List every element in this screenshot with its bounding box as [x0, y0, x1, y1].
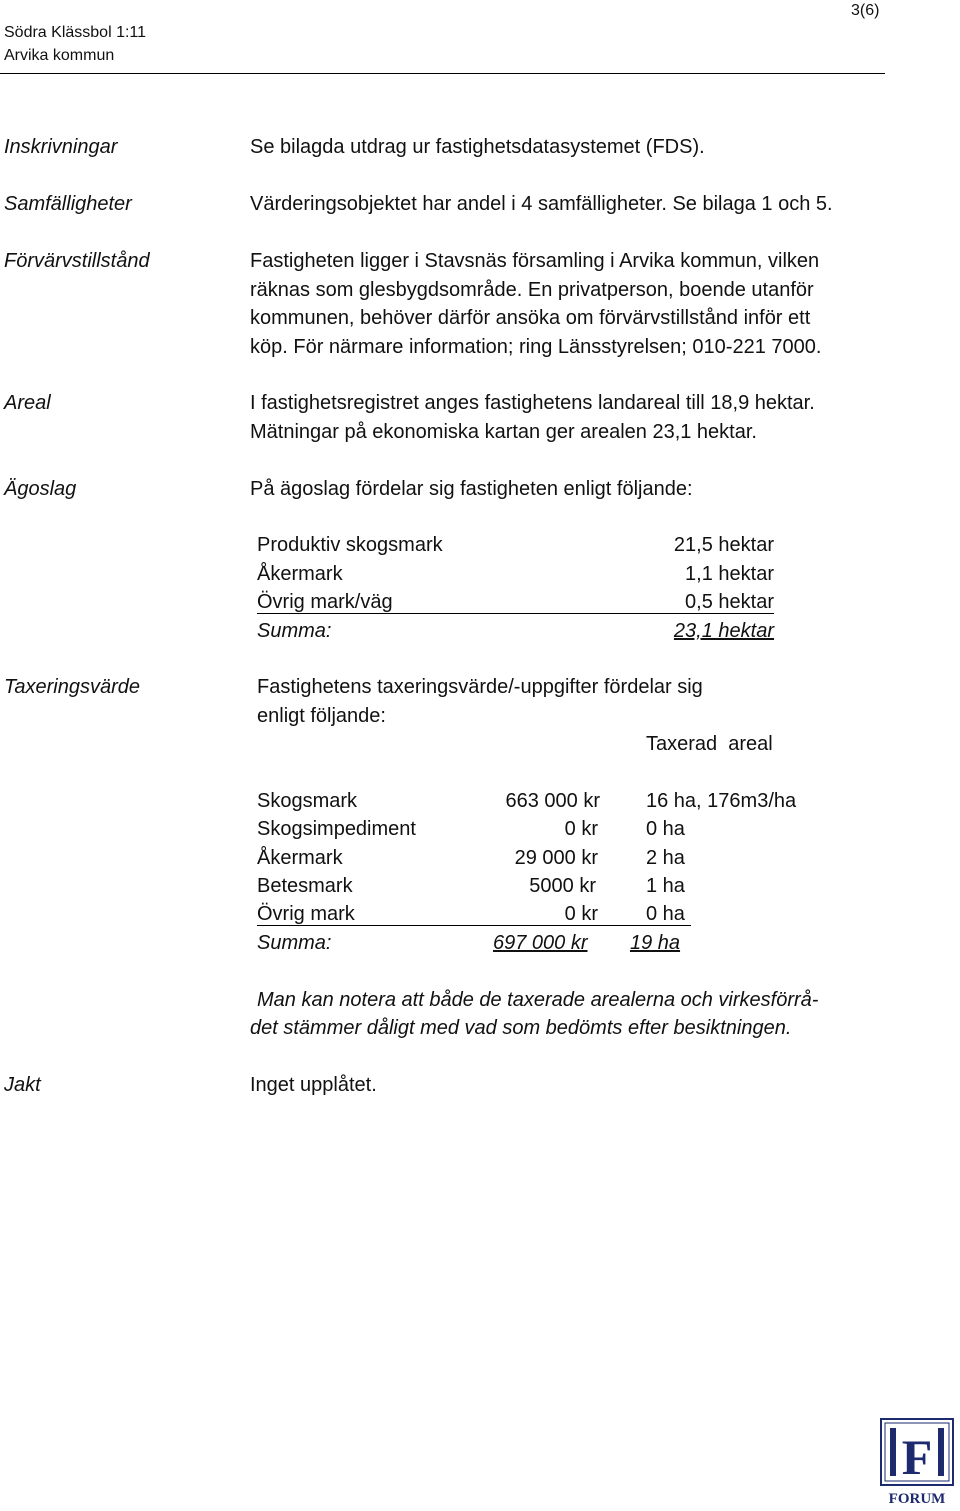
text-inskrivningar: Se bilagda utdrag ur fastighetsdatasystemet (FDS). [250, 136, 705, 158]
text-forvarv-line-2: räknas som glesbygdsområde. En privatperson, boende utanför [250, 279, 814, 301]
text-forvarv-line-3: kommunen, behöver därför ansöka om förvärvstillstånd inför ett [250, 307, 811, 329]
taxering-column-header: Taxerad areal [646, 733, 773, 755]
taxering-row-name: Skogsimpediment [257, 818, 416, 840]
text-samfalligheter: Värderingsobjektet har andel i 4 samfälligheter. Se bilaga 1 och 5. [250, 193, 833, 215]
taxering-sum-area: 19 ha [630, 932, 681, 954]
text-areal-line-1: I fastighetsregistret anges fastighetens landareal till 18,9 hektar. [250, 392, 815, 414]
taxering-row-value: 0 kr [564, 818, 598, 840]
agoslag-row-value: 0,5 hektar [685, 591, 774, 613]
text-jakt: Inget upplåtet. [250, 1074, 377, 1096]
header-rule [0, 73, 885, 74]
page-number: 3(6) [851, 2, 880, 19]
forum-logo-graphic [880, 1418, 954, 1506]
taxering-sum-label: Summa: [257, 932, 332, 954]
logo-wordmark: FORUM [888, 1491, 946, 1506]
text-forvarv-line-1: Fastigheten ligger i Stavsnäs församling i Arvika kommun, vilken [250, 250, 820, 272]
taxering-row-name: Betesmark [257, 875, 353, 897]
text-areal-line-2: Mätningar på ekonomiska kartan ger arealen 23,1 hektar. [250, 421, 757, 443]
taxering-row-value: 663 000 kr [505, 790, 600, 812]
taxering-row-name: Åkermark [257, 847, 343, 869]
label-jakt: Jakt [4, 1074, 41, 1096]
label-taxeringsvarde: Taxeringsvärde [4, 676, 141, 698]
taxering-row-area: 1 ha [646, 875, 685, 897]
header-municipality: Arvika kommun [4, 47, 115, 64]
text-forvarv-line-4: köp. För närmare information; ring Länsstyrelsen; 010-221 7000. [250, 336, 822, 358]
agoslag-row-name: Åkermark [257, 563, 343, 585]
taxering-sum-rule [257, 925, 691, 926]
taxering-row-value: 29 000 kr [514, 847, 598, 869]
taxering-row-value: 0 kr [564, 903, 598, 925]
taxering-row-area: 0 ha [646, 903, 685, 925]
text-taxering-intro-line-1: Fastighetens taxeringsvärde/-uppgifter fördelar sig [257, 676, 703, 698]
agoslag-sum-label: Summa: [257, 620, 332, 642]
label-agoslag: Ägoslag [4, 478, 77, 500]
label-areal: Areal [4, 392, 51, 414]
agoslag-sum-value: 23,1 hektar [673, 620, 774, 642]
taxering-row-area: 2 ha [646, 847, 685, 869]
taxering-sum-value: 697 000 kr [493, 932, 588, 954]
taxering-note-line-1: Man kan notera att både de taxerade arealerna och virkesförrå- [257, 989, 819, 1011]
agoslag-row-name: Produktiv skogsmark [257, 534, 443, 556]
label-forvarvstillstand: Förvärvstillstånd [4, 250, 150, 272]
label-samfalligheter: Samfälligheter [4, 193, 132, 215]
taxering-note-line-2: det stämmer dåligt med vad som bedömts efter besiktningen. [250, 1017, 792, 1039]
text-agoslag-intro: På ägoslag fördelar sig fastigheten enligt följande: [250, 478, 693, 500]
header-title: Södra Klässbol 1:11 [4, 24, 147, 41]
agoslag-row-value: 21,5 hektar [673, 534, 774, 556]
text-taxering-intro-line-2: enligt följande: [257, 705, 386, 727]
logo-letter: F [901, 1429, 933, 1485]
taxering-row-area: 16 ha, 176m3/ha [646, 790, 797, 812]
forum-logo [880, 1418, 954, 1506]
taxering-row-area: 0 ha [646, 818, 685, 840]
agoslag-row-value: 1,1 hektar [685, 563, 774, 585]
agoslag-row-name: Övrig mark/väg [257, 591, 393, 613]
taxering-row-name: Övrig mark [257, 903, 355, 925]
taxering-row-value: 5000 kr [529, 875, 596, 897]
label-inskrivningar: Inskrivningar [4, 136, 118, 158]
taxering-row-name: Skogsmark [257, 790, 358, 812]
agoslag-sum-rule [257, 613, 774, 614]
